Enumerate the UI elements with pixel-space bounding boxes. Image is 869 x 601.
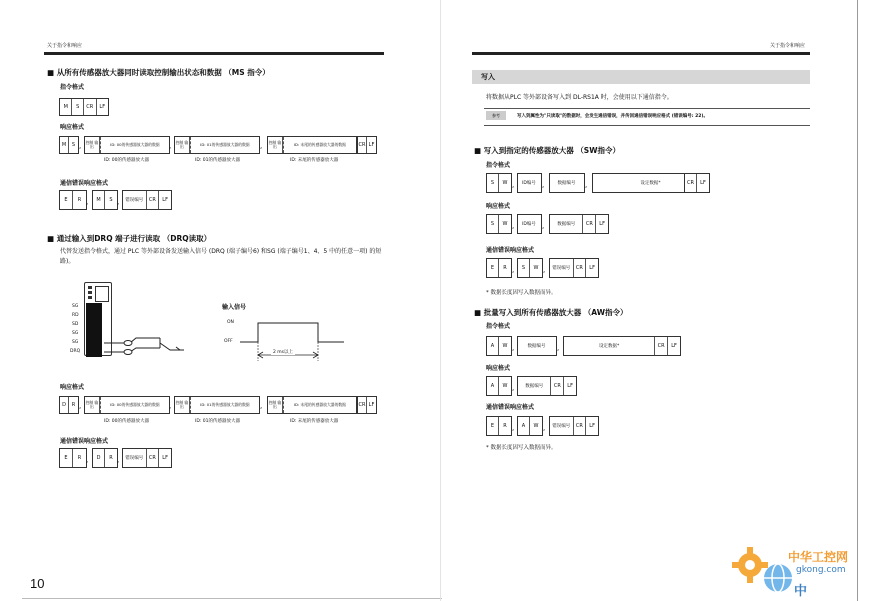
amp-label: ID: 00的传感器放大器: [104, 419, 149, 424]
cell: W: [502, 221, 508, 227]
cell: S: [71, 142, 76, 148]
cell: LF: [700, 180, 706, 186]
comma: ,: [86, 456, 89, 464]
amp-label: ID: 01的传感器放大器: [195, 419, 240, 424]
comma: ,: [585, 181, 588, 189]
cell: D: [93, 449, 105, 467]
sw-cmd-id: [517, 173, 545, 193]
cell: CR: [147, 191, 160, 209]
cell: CR: [147, 449, 160, 467]
data-cell: ID: 01的传感器放大器的数据: [190, 137, 259, 153]
drq-data-block-2: [174, 396, 263, 414]
terminal-label: RD: [72, 313, 79, 318]
cell: M: [60, 99, 72, 115]
cell: 数据编号: [550, 215, 583, 233]
ms-err-code: [122, 190, 172, 210]
note-icon: 参考: [486, 111, 506, 120]
aw-resp-aw: [486, 376, 515, 396]
drq-resp-crlf: [357, 396, 377, 414]
ctrl-output-cell: 控制 输出: [85, 137, 100, 153]
ctrl-output-cell: 控制 输出: [175, 397, 190, 413]
cell: 数据编号: [518, 377, 551, 395]
cell: CR: [358, 397, 367, 413]
comma: ,: [512, 181, 515, 189]
sw-cmd-sw: [486, 173, 515, 193]
data-cell: ID: 01的传感器放大器的数据: [190, 397, 259, 413]
cell: CR: [655, 337, 668, 355]
cell: 设定数据*: [564, 337, 655, 355]
ms-cmd-format-label: 指令格式: [60, 84, 85, 91]
sw-err-er: [486, 258, 515, 278]
drq-resp-head: [59, 396, 82, 414]
cell: E: [487, 417, 499, 435]
aw-cmd-set-data: [563, 336, 681, 356]
pulse-width-label: 2 ms以上: [273, 350, 294, 355]
ms-resp-head: [59, 136, 82, 154]
cell: 错误编号: [123, 449, 147, 467]
amp-label: ID: 末尾的传感器放大器: [290, 158, 339, 163]
ms-resp-format-label: 响应格式: [60, 124, 85, 131]
terminal-label: SD: [72, 322, 79, 327]
data-cell: ID: 00的传感器放大器的数据: [100, 137, 169, 153]
sw-resp-sw: [486, 214, 515, 234]
comma: ,: [512, 424, 515, 432]
cell: CR: [551, 377, 564, 395]
comma: ,: [86, 198, 89, 206]
comma: ,: [512, 344, 515, 352]
cell: LF: [99, 104, 106, 110]
cell: LF: [162, 455, 168, 461]
on-label: ON: [227, 320, 234, 325]
aw-resp-format-label: 响应格式: [486, 365, 511, 372]
cell: A: [518, 417, 530, 435]
drq-err-code: [122, 448, 172, 468]
terminal-label: SG: [72, 331, 79, 336]
aw-resp-data-no: [517, 376, 577, 396]
cell: CR: [583, 215, 596, 233]
cell: ID编号: [522, 181, 536, 186]
aw-err-format-label: 通信错误响应格式: [486, 404, 535, 411]
cell: CR: [84, 99, 96, 115]
cell: S: [487, 174, 499, 192]
terminal-screw: [86, 303, 102, 312]
cell: LF: [162, 197, 168, 203]
left-header-rule: [44, 52, 384, 55]
ms-data-block-2: [174, 136, 263, 154]
connector-housing: [95, 286, 109, 302]
comma: ,: [169, 402, 172, 410]
aw-cmd-format-label: 指令格式: [486, 323, 511, 330]
cell: W: [502, 343, 508, 349]
cell: W: [533, 265, 539, 271]
right-running-header: 关于指令和响应: [770, 43, 806, 49]
cell: S: [109, 197, 113, 203]
cell: M: [93, 191, 105, 209]
cell: W: [502, 383, 508, 389]
terminal-label: DRQ: [70, 349, 81, 354]
globe-logo-icon: [760, 560, 796, 596]
indicator: [88, 296, 92, 299]
cell: LF: [567, 383, 573, 389]
terminal-screw: [86, 312, 102, 321]
indicator: [88, 286, 92, 289]
write-section-title: 写入: [481, 73, 495, 81]
ctrl-output-cell: 控制 输出: [268, 397, 283, 413]
page-number: 10: [30, 576, 45, 591]
aw-section-title: ■ 批量写入到所有传感器放大器 （AW指令）: [474, 308, 628, 317]
cell: M: [60, 137, 69, 153]
comma: ,: [260, 402, 263, 410]
cell: S: [487, 215, 499, 233]
ms-data-block-3: [267, 136, 357, 154]
cell: S: [72, 99, 84, 115]
comma: ,: [543, 424, 546, 432]
write-section-bar: [472, 70, 810, 84]
cell: S: [518, 259, 530, 277]
amp-label: ID: 00的传感器放大器: [104, 158, 149, 163]
cell: R: [109, 455, 113, 461]
aw-err-er: [486, 416, 515, 436]
cell: W: [533, 423, 539, 429]
cell: W: [502, 180, 508, 186]
sw-err-format-label: 通信错误响应格式: [486, 247, 535, 254]
cell: LF: [368, 402, 375, 408]
cell: E: [60, 191, 73, 209]
sw-resp-data-no: [549, 214, 609, 234]
cell: 数据编号: [557, 181, 576, 186]
amp-label: ID: 01的传感器放大器: [195, 158, 240, 163]
cell: A: [487, 377, 499, 395]
terminal-label: SG: [72, 304, 79, 309]
cell: D: [60, 397, 69, 413]
indicator: [88, 291, 92, 294]
sw-footnote: * 数据长度因写入数据而异。: [486, 290, 557, 296]
ms-data-block-1: [84, 136, 170, 154]
comma: ,: [260, 142, 263, 150]
cell: CR: [685, 174, 697, 192]
comma: ,: [542, 222, 545, 230]
comma: ,: [542, 181, 545, 189]
right-header-rule: [472, 52, 810, 55]
ms-err-er: [59, 190, 87, 210]
ms-resp-crlf: [357, 136, 377, 154]
watermark-char: 中: [794, 584, 808, 599]
ms-cmd-frame: [59, 98, 109, 116]
data-cell: ID: 末尾的传感器放大器的数据: [283, 137, 356, 153]
drq-description: 代替发送指令格式，通过 PLC 等外部设备发送输入信号 (DRQ (端子编号6) 和SG (端子编号1、4、5 中的任意一项) 的短路)。: [60, 248, 382, 265]
ctrl-output-cell: 控制 输出: [85, 397, 100, 413]
ms-err-ms: [92, 190, 118, 210]
cell: A: [487, 337, 499, 355]
drq-resp-format-label: 响应格式: [60, 384, 85, 391]
cell: LF: [671, 343, 677, 349]
ms-section-title: ■ 从所有传感器放大器同时读取控制输出状态和数据 （MS 指令）: [47, 68, 270, 77]
aw-cmd-aw: [486, 336, 515, 356]
page-gutter: [440, 0, 441, 601]
sw-cmd-data-no: [549, 173, 588, 193]
comma: ,: [543, 266, 546, 274]
aw-footnote: * 数据长度因写入数据而异。: [486, 445, 557, 451]
ms-err-format-label: 通信错误响应格式: [60, 180, 109, 187]
comma: ,: [512, 384, 515, 392]
cell: LF: [368, 142, 375, 148]
cell: CR: [574, 259, 587, 277]
watermark-cn: 中华工控网: [788, 550, 849, 564]
data-cell: ID: 末尾的传感器放大器的数据: [283, 397, 356, 413]
cell: 错误编号: [123, 191, 147, 209]
drq-data-block-3: [267, 396, 357, 414]
left-running-header: 关于指令和响应: [47, 43, 83, 49]
cell: R: [503, 265, 507, 271]
drq-err-er: [59, 448, 87, 468]
drq-err-dr: [92, 448, 118, 468]
cell: R: [503, 423, 507, 429]
cell: 错误编号: [550, 259, 574, 277]
comma: ,: [557, 344, 560, 352]
sw-resp-format-label: 响应格式: [486, 203, 511, 210]
timing-diagram: [238, 315, 348, 370]
aw-err-code: [549, 416, 599, 436]
cell: CR: [574, 417, 587, 435]
drq-err-format-label: 通信错误响应格式: [60, 438, 109, 445]
cell: E: [60, 449, 73, 467]
comma: ,: [512, 266, 515, 274]
cell: R: [77, 197, 82, 203]
amp-label: ID: 末尾的传感器放大器: [290, 419, 339, 424]
sw-err-sw: [517, 258, 546, 278]
off-label: OFF: [224, 339, 233, 344]
comma: ,: [79, 142, 82, 150]
data-cell: ID: 00的传感器放大器的数据: [100, 397, 169, 413]
cell: 数据编号: [527, 344, 546, 349]
bottom-edge: [22, 598, 442, 599]
drq-section-title: ■ 通过输入到DRQ 端子进行读取 （DRQ读取）: [47, 234, 212, 243]
cell: R: [77, 455, 82, 461]
watermark-en: gkong.com: [796, 565, 846, 575]
terminal-label: SG: [72, 340, 79, 345]
sw-cmd-format-label: 指令格式: [486, 162, 511, 169]
aw-cmd-data-no: [517, 336, 560, 356]
note-text: 写入到属性为"只读取"的数据时，会发生通信错误，并传回通信错误响应格式 (错误编号: 22)。: [517, 114, 708, 119]
comma: ,: [169, 142, 172, 150]
cell: LF: [589, 423, 595, 429]
comma: ,: [117, 198, 120, 206]
terminal-screw: [86, 321, 102, 330]
comma: ,: [79, 402, 82, 410]
aw-err-aw: [517, 416, 546, 436]
cell: 设定数据*: [640, 181, 661, 186]
sw-section-title: ■ 写入到指定的传感器放大器 （SW指令）: [474, 146, 620, 155]
drq-data-block-1: [84, 396, 170, 414]
cell: 错误编号: [550, 417, 574, 435]
cell: ID编号: [522, 222, 536, 227]
cell: LF: [589, 265, 595, 271]
comma: ,: [117, 456, 120, 464]
sw-cmd-crlf: [684, 173, 710, 193]
cell: CR: [358, 137, 367, 153]
wiring-diagram: [100, 330, 200, 360]
comma: ,: [512, 222, 515, 230]
cell: E: [487, 259, 499, 277]
cell: LF: [599, 221, 605, 227]
sw-err-code: [549, 258, 599, 278]
sw-resp-id: [517, 214, 545, 234]
ctrl-output-cell: 控制 输出: [175, 137, 190, 153]
write-description: 将数据从PLC 等外部设备写入到 DL-RS1A 时，会使用以下通信指令。: [486, 94, 673, 101]
page-edge: [857, 0, 858, 601]
input-signal-label: 输入信号: [222, 304, 247, 311]
ctrl-output-cell: 控制 输出: [268, 137, 283, 153]
cell: R: [71, 402, 76, 408]
